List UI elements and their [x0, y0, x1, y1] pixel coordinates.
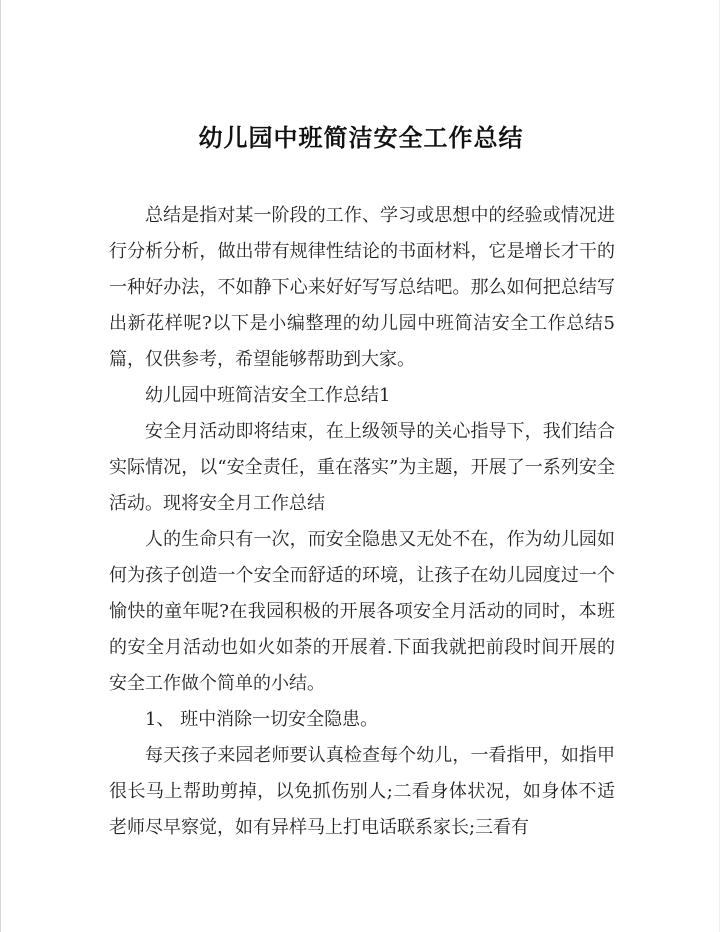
intro-paragraph: 总结是指对某一阶段的工作、学习或思想中的经验或情况进行分析分析，做出带有规律性结论的书面材料，它是增长才干的一种好办法，不如静下心来好好写写总结吧。那么如何把总结写出新花样呢?以下是小编整理的幼儿园中班简洁安全工作总结5篇，仅供参考，希望能够帮助到大家。 [109, 205, 615, 370]
body-paragraph: 安全月活动即将结束，在上级领导的关心指导下，我们结合实际情况，以“安全责任，重在落实”为主题，开展了一系列安全活动。现将安全月工作总结 [109, 421, 615, 514]
body-paragraph: 每天孩子来园老师要认真检查每个幼儿，一看指甲，如指甲很长马上帮助剪掉，以免抓伤别人;二看身体状况，如身体不适老师尽早察觉，如有异样马上打电话联系家长;三看有 [109, 745, 615, 838]
list-heading: 1、 班中消除一切安全隐患。 [145, 709, 379, 730]
section-heading: 幼儿园中班简洁安全工作总结1 [145, 385, 391, 406]
document-title: 幼儿园中班简洁安全工作总结 [198, 124, 524, 152]
document-body [109, 198, 615, 846]
body-paragraph: 人的生命只有一次，而安全隐患又无处不在，作为幼儿园如何为孩子创造一个安全而舒适的环境，让孩子在幼儿园度过一个愉快的童年呢?在我园积极的开展各项安全月活动的同时，本班的安全月活动也如火如荼的开展着.下面我就把前段时间开展的安全工作做个简单的小结。 [109, 529, 615, 694]
